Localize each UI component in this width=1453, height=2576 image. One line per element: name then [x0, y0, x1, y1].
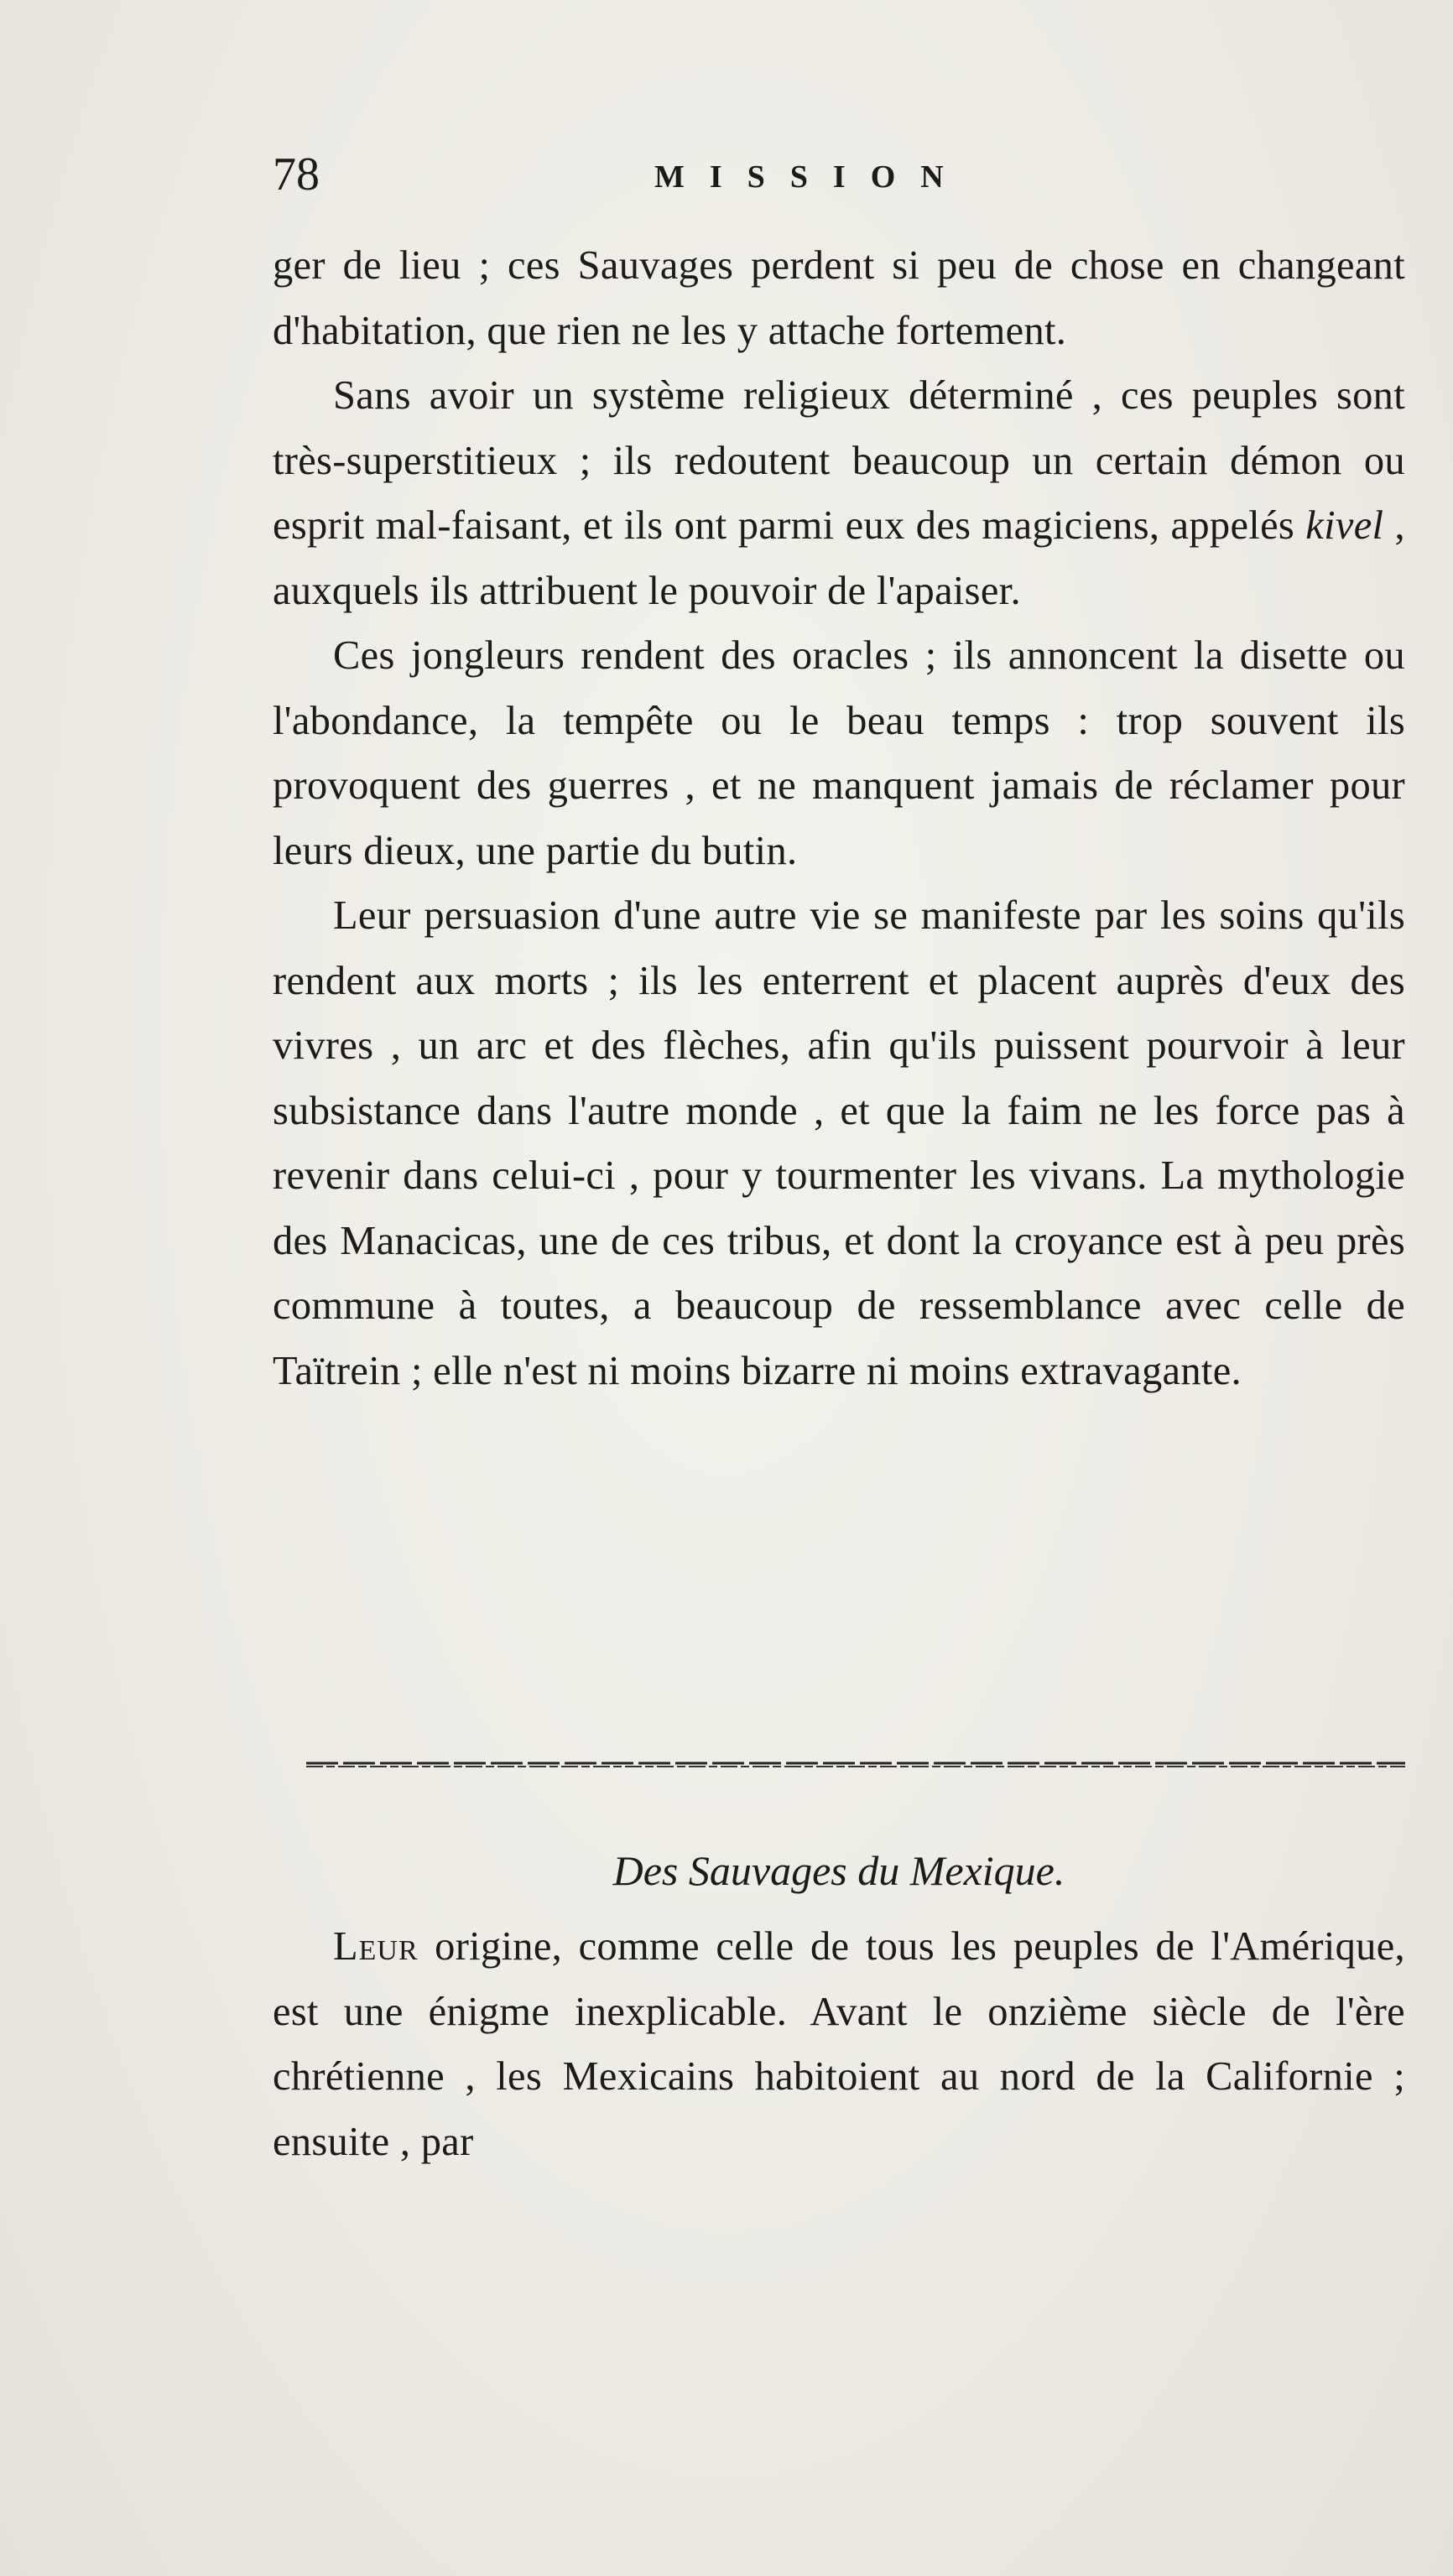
term-kivel: kivel: [1305, 503, 1384, 548]
paragraph-continuation: ger de lieu ; ces Sauvages perdent si peu de chose en changeant d'habitation, que rien ne les y attache fortement.: [273, 243, 1405, 353]
body-text-top: [273, 233, 1405, 1403]
body-text-section: [273, 1914, 1405, 2174]
running-head: MISSION: [654, 159, 969, 195]
page-header: [273, 141, 1405, 208]
paragraph-religion-text-end: , auxquels ils attribuent le pouvoir de l'apaiser.: [273, 503, 1405, 613]
paragraph-afterlife: Leur persuasion d'une autre vie se manifeste par les soins qu'ils rendent aux morts ; ils les enterrent et placent auprès d'eux des vivres , un arc et des flèches, afin qu'ils puissent pourvoir à leur subsistance dans l'autre monde , et que la faim ne les force pas à revenir dans celui-ci , pour y tourmenter les vivans. La mythologie des Manacicas, une de ces tribus, et dont la croyance est à peu près commune à toutes, a beaucoup de ressemblance avec celle de Taïtrein ; elle n'est ni moins bizarre ni moins extravagante.: [273, 893, 1405, 1393]
ornamental-divider: [306, 1759, 1405, 1771]
page-number: 78: [273, 148, 320, 200]
paragraph-religion: [273, 363, 1405, 623]
paragraph-jongleurs: Ces jongleurs rendent des oracles ; ils annoncent la disette ou l'abondance, la tempête ou le beau temps : trop souvent ils provoquent des guerres , et ne manquent jamais de réclamer pour leurs dieux, une partie du butin.: [273, 633, 1405, 873]
first-word: Leur: [333, 1924, 419, 1969]
paragraph-religion-text: Sans avoir un système religieux déterminé , ces peuples sont très-superstitieux ; ils redoutent beaucoup un certain démon ou esprit mal-faisant, et ils ont parmi eux des magiciens, appelés: [273, 373, 1405, 548]
paragraph-origin: [273, 1914, 1405, 2174]
section-title: Des Sauvages du Mexique.: [612, 1847, 1065, 1894]
paragraph-origin-text: origine, comme celle de tous les peuples de l'Amérique, est une énigme inexplicable. Avant le onzième siècle de l'ère chrétienne , les Mexicains habitoient au nord de la Californie ; ensuite , par: [273, 1924, 1405, 2164]
